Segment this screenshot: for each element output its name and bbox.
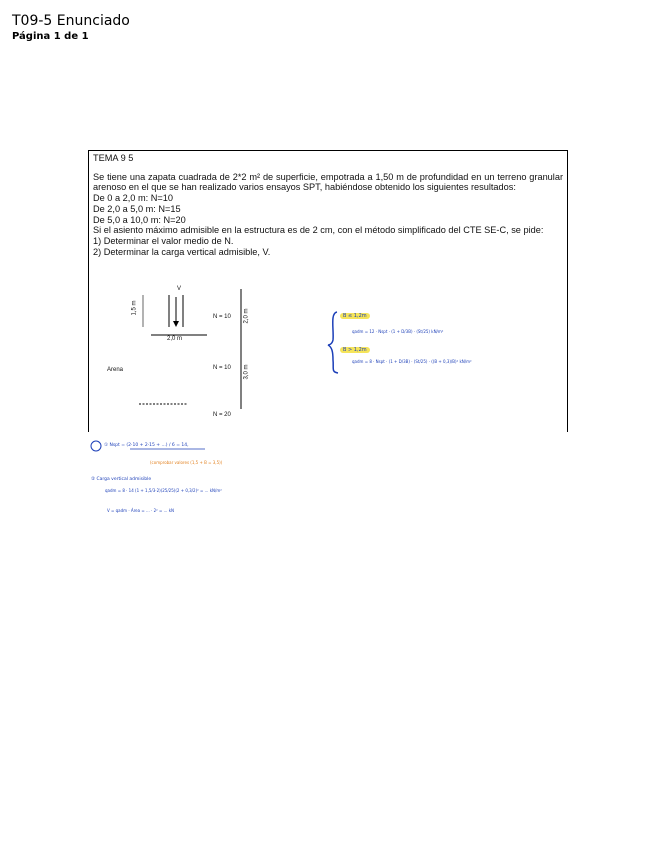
formula-2: qadm = 8 · Nspt · (1 + D/3B) · (St/25) · ((B + 0,3)/B)² kN/m² (352, 359, 472, 364)
answer-1-note: (comprobar valores (1,5 + B = 3,5)) (150, 460, 223, 465)
layer-1: De 0 a 2,0 m: N=10 (93, 193, 173, 204)
answer-2-formula: qadm = 8 · 14 (1 + 1,5/3·2)(25/25)(2 + 0,3/2)² = ... kN/m² (105, 488, 222, 493)
document-title: T09-5 Enunciado (12, 13, 130, 29)
statement-text (93, 153, 563, 257)
load-label: V (177, 286, 182, 292)
problem-heading: TEMA 9 5 (93, 153, 134, 163)
n-value-3: N = 20 (213, 412, 231, 418)
problem-intro: Se tiene una zapata cuadrada de 2*2 m² de superficie, empotrada a 1,50 m de profundidad en un terreno granular arenoso en el que se han realizado varios ensayos SPT, habiéndose obtenido los siguientes resultados: (93, 171, 563, 193)
case-1-label: B ≤ 1,2m (340, 313, 370, 319)
answer-1-marker (91, 441, 101, 451)
soil-label: Arena (107, 367, 124, 373)
foundation-diagram (89, 283, 269, 432)
depth-label: 1,5 m (131, 300, 138, 316)
width-label: 2,0 m (167, 336, 183, 342)
answer-2-result: V = qadm · Área = ... · 2² = ... kN (107, 508, 175, 513)
n-value-2: N = 10 (213, 365, 231, 371)
answer-1: ① Nspt = (2·10 + 2·15 + ...) / 6 = 14, (104, 443, 189, 448)
n-value-1: N = 10 (213, 314, 231, 320)
layer-2: De 2,0 a 5,0 m: N=15 (93, 203, 181, 214)
thickness-2: 3,0 m (243, 364, 250, 380)
formula-1: qadm = 12 · Nspt · (1 + D/3B) · (St/25) kN/m² (352, 329, 444, 334)
answer-2-title: ② Carga vertical admisible (91, 477, 152, 482)
task-2: 2) Determinar la carga vertical admisible, V. (93, 246, 271, 257)
problem-statement-box (88, 150, 568, 432)
load-arrow-head (173, 321, 179, 327)
layer-3: De 5,0 a 10,0 m: N=20 (93, 214, 186, 225)
thickness-1: 2,0 m (243, 308, 250, 324)
task-1: 1) Determinar el valor medio de N. (93, 235, 234, 246)
foundation-sketch (89, 283, 269, 432)
case-2-label: B > 1,2m (340, 347, 370, 353)
page-indicator: Página 1 de 1 (12, 31, 89, 42)
problem-question: Si el asiento máximo admisible en la estructura es de 2 cm, con el método simplificado del CTE SE-C, se pide: (93, 225, 544, 236)
